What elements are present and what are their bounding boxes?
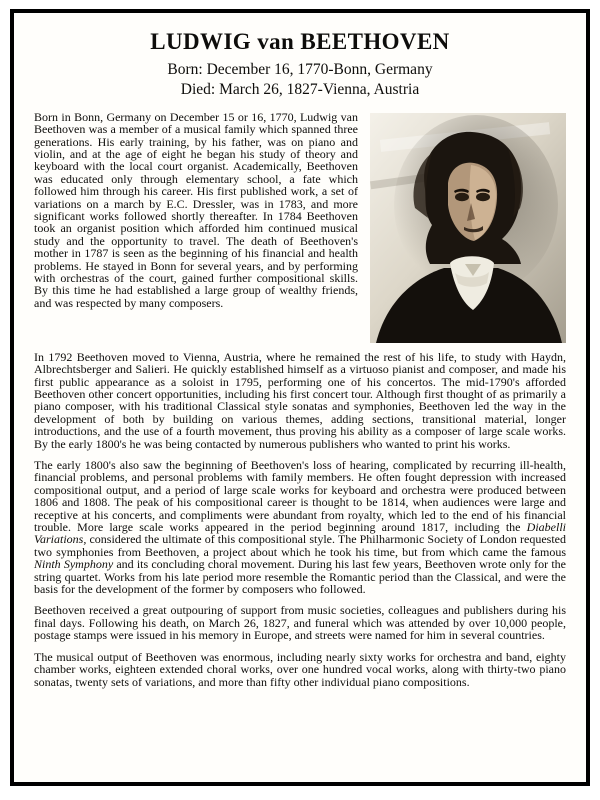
text-segment: The musical output of Beethoven was enormous, including nearly sixty works for orchestra and band, eighty chamber works, eighteen extended choral works, over one hundred vocal works, along with thirty-two piano sonatas, twenty sets of variations, and more than fifty other individual piano compositions. — [34, 649, 566, 689]
paragraph-final-days — [34, 604, 566, 641]
beethoven-portrait-painting — [370, 113, 566, 343]
italic-text-segment: Diabelli Variations, — [34, 520, 566, 547]
page-border-frame — [10, 9, 590, 786]
text-segment: Beethoven received a great outpouring of support from music societies, colleagues and publishers during his final days. Following his death, on March 26, 1827, and funeral which was attended by over 10,000 people, postage stamps were issued in his memory in Europe, and streets were named for him in several countries. — [34, 603, 566, 643]
beethoven-portrait-image — [370, 113, 566, 343]
text-segment: Born in Bonn, Germany on December 15 or 16, 1770, Ludwig van Beethoven was a member of a musical family which spanned three generations. His early training, by his father, was on piano and violin, and at the age of eight he began his study of theory and keyboard with the local court organist. Academically, Beethoven was educated only through elementary school, a fate which followed him through his career. His first published work, a set of variations on a march by E.C. Dressler, was in 1783, and more significant works followed shortly thereafter. In 1784 Beethoven took an organist position which afforded him continued musical study and the opportunity to travel. The death of Beethoven's mother in 1787 is seen as the beginning of his financial and health problems. He stayed in Bonn for several years, and by performing with orchestras of the court, gained further compositional skills. By this time he had established a large group of wealthy friends, and was respected by many composers. — [34, 109, 358, 310]
paragraph-hearing-loss — [34, 459, 566, 595]
text-segment: The early 1800's also saw the beginning of Beethoven's loss of hearing, complicated by recurring ill-health, financial problems, and personal problems with family members. He often fought depression with increased compositional output, and a period of large scale works for keyboard and orchestra were produced between 1806 and 1808. The peak of his compositional career is thought to be 1814, when audiences were large and receptive at his concerts, and compliments were abundant from royalty, which led to the end of his financial trouble. More large scale works appeared in the period beginning around 1817, including the — [34, 458, 566, 535]
page-title: LUDWIG van BEETHOVEN — [150, 29, 450, 54]
born-line: Born: December 16, 1770-Bonn, Germany — [167, 61, 433, 78]
paragraph-vienna — [34, 351, 566, 450]
text-segment: and its concluding choral movement. During his last few years, Beethoven wrote only for the string quartet. Works from his late period more resemble the Romantic period than the Classical, and were the basis for the development of the former by composers who followed. — [34, 557, 566, 597]
died-line: Died: March 26, 1827-Vienna, Austria — [180, 81, 420, 99]
text-segment: considered the ultimate of this compositional style. The Philharmonic Society of London requested two symphonies from Beethoven, a project about which he took his time, but from which came the famous — [34, 532, 566, 559]
italic-text-segment: Ninth Symphony — [34, 557, 114, 572]
body-content — [34, 111, 566, 688]
text-segment: In 1792 Beethoven moved to Vienna, Austria, where he remained the rest of his life, to study with Haydn, Albrechtsberger and Salieri. He quickly established himself as a virtuoso pianist and composer, and made his first public appearance as a soloist in 1795, performing one of his concertos. The mid-1790's afforded Beethoven other concert opportunities, including his first concert tour. Although first thought of as primarily a piano composer, with his traditional Classical style sonatas and symphonies, Beethoven led the way in the development of both by building on various themes, adding sections, transitional material, longer introductions, and the use of a fourth movement, thus proving his ability as a composer of large scale works. By the early 1800's he was being contacted by numerous publishers who wanted to print his works. — [34, 349, 566, 451]
paragraph-musical-output — [34, 651, 566, 688]
